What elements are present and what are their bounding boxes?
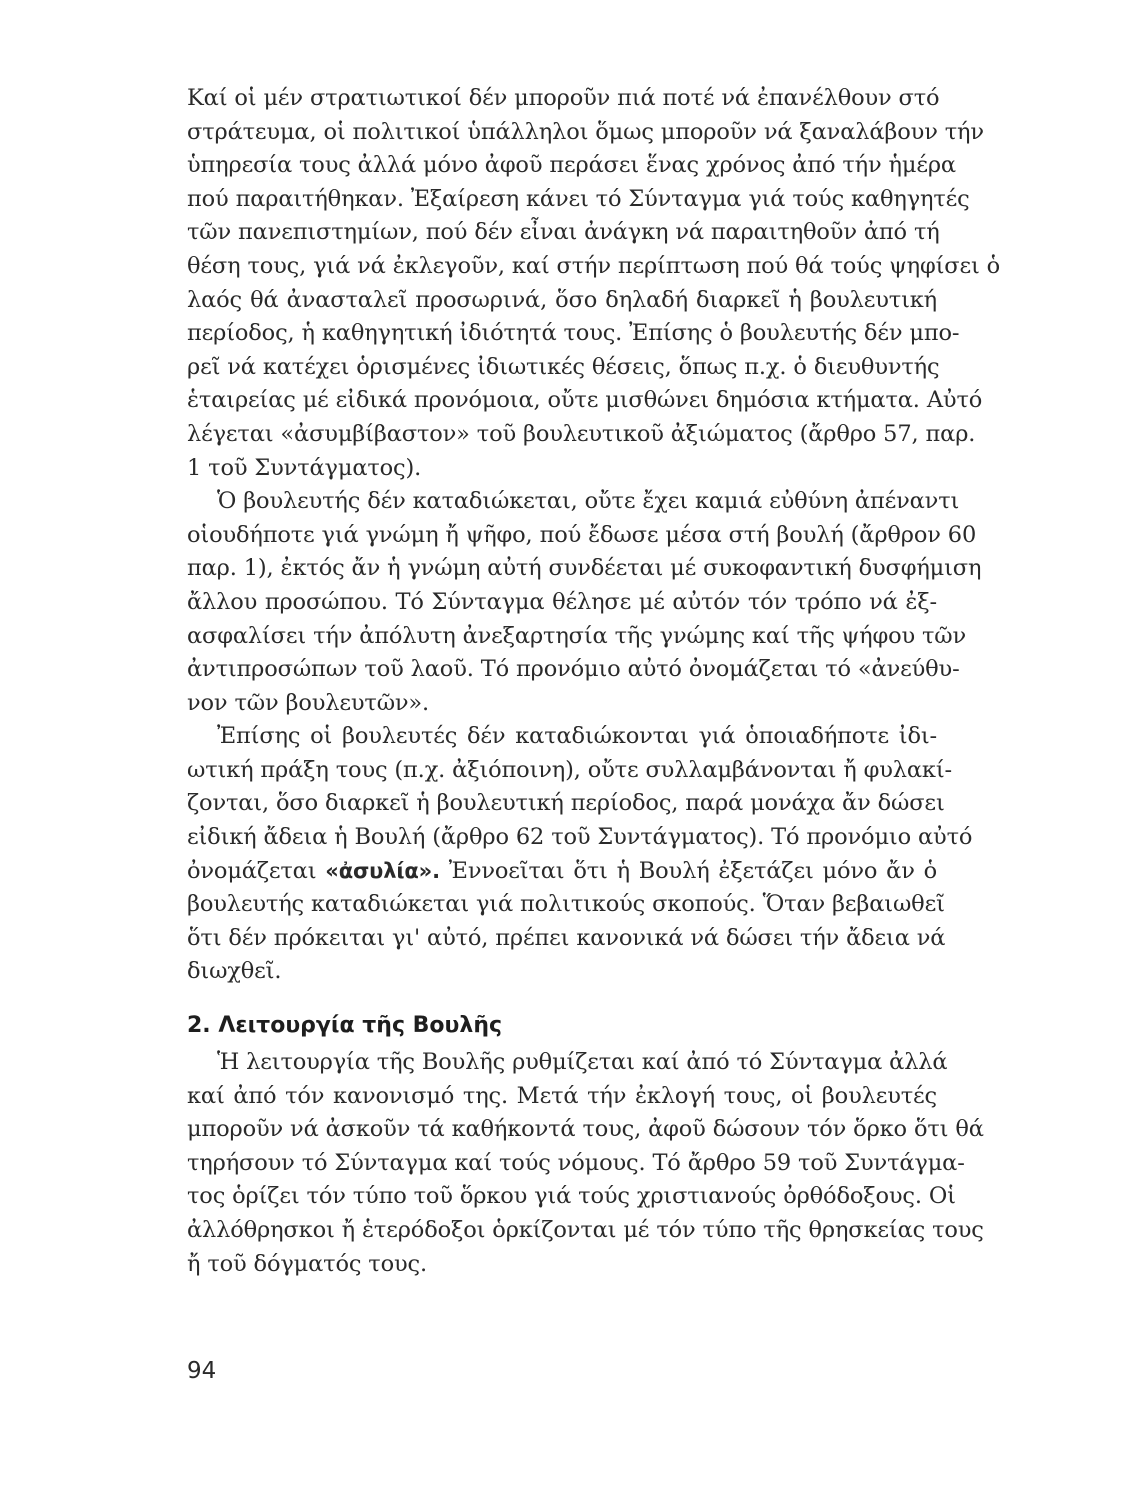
text-line: Καί οἱ μέν στρατιωτικοί δέν μποροῦν πιά ποτέ νά ἐπανέλθουν στό (187, 85, 940, 111)
text-line: ἀλλόθρησκοι ἤ ἑτερόδοξοι ὁρκίζονται μέ τόν τύπο τῆς θρησκείας τους (187, 1217, 984, 1243)
page-number: 94 (187, 1358, 217, 1384)
paragraph-2 (187, 485, 982, 720)
paragraph-3 (187, 720, 973, 989)
section-heading: 2. Λειτουργία τῆς Βουλῆς (187, 1013, 503, 1039)
text-line: ρεῖ νά κατέχει ὁρισμένες ἰδιωτικές θέσεις, ὅπως π.χ. ὁ διευθυντής (187, 353, 940, 380)
text-line: ωτική πράξη τους (π.χ. ἀξιόποινη), οὔτε συλλαμβάνονται ἤ φυλακί- (187, 756, 952, 783)
text-line: ὅτι δέν πρόκειται γι' αὐτό, πρέπει κανονικά νά δώσει τήν ἄδεια νά (187, 924, 946, 951)
text-line: ἑταιρείας μέ εἰδικά προνόμοια, οὔτε μισθώνει δημόσια κτήματα. Αὐτό (187, 387, 983, 414)
text-fragment: Ἐννοεῖται ὅτι ἡ Βουλή ἐξετάζει μόνο ἄν ὁ (439, 857, 937, 884)
text-line: ζονται, ὅσο διαρκεῖ ἡ βουλευτική περίοδος, παρά μονάχα ἄν δώσει (187, 790, 945, 817)
text-line: οἱουδήποτε γιά γνώμη ἤ ψῆφο, πού ἔδωσε μέσα στή βουλή (ἄρθρον 60 (187, 521, 977, 548)
text-line: ἄλλου προσώπου. Τό Σύνταγμα θέλησε μέ αὐτόν τόν τρόπο νά ἐξ- (187, 588, 937, 615)
text-line: θέση τους, γιά νά ἐκλεγοῦν, καί στήν περίπτωση πού θά τούς ψηφίσει ὁ (187, 252, 1001, 279)
text-line: ασφαλίσει τήν ἀπόλυτη ἀνεξαρτησία τῆς γνώμης καί τῆς ψήφου τῶν (187, 622, 967, 649)
bold-term-asylia: «ἀσυλία». (325, 858, 440, 883)
text-line: ἀντιπροσώπων τοῦ λαοῦ. Τό προνόμιο αὐτό ὀνομάζεται τό «ἀνεύθυ- (187, 656, 960, 683)
text-line: Ἡ λειτουργία τῆς Βουλῆς ρυθμίζεται καί ἀπό τό Σύνταγμα ἀλλά (217, 1049, 948, 1076)
text-line: τῶν πανεπιστημίων, πού δέν εἶναι ἀνάγκη νά παραιτηθοῦν ἀπό τή (187, 219, 940, 246)
text-line: διωχθεῖ. (187, 958, 282, 985)
text-line: Ἐπίσης οἱ βουλευτές δέν καταδιώκονται γιά ὁποιαδήποτε ἰδι- (217, 723, 937, 750)
text-line: λέγεται «ἀσυμβίβαστον» τοῦ βουλευτικοῦ ἀξιώματος (ἄρθρο 57, παρ. (187, 420, 976, 447)
text-line: νον τῶν βουλευτῶν». (187, 689, 430, 716)
text-line: λαός θά ἀνασταλεῖ προσωρινά, ὅσο δηλαδή διαρκεῖ ἡ βουλευτική (187, 286, 937, 313)
text-line: ὑπηρεσία τους ἀλλά μόνο ἀφοῦ περάσει ἕνας χρόνος ἀπό τήν ἡμέρα (187, 152, 956, 179)
text-line: περίοδος, ἡ καθηγητική ἰδιότητά τους. Ἐπίσης ὁ βουλευτής δέν μπο- (187, 320, 960, 347)
text-line: ἤ τοῦ δόγματός τους. (187, 1250, 427, 1277)
text-line: παρ. 1), ἐκτός ἄν ἡ γνώμη αὐτή συνδέεται μέ συκοφαντική δυσφήμιση (187, 555, 982, 582)
text-line: βουλευτής καταδιώκεται γιά πολιτικούς σκοπούς. Ὅταν βεβαιωθεῖ (187, 891, 945, 918)
text-line (187, 855, 937, 889)
text-line: καί ἀπό τόν κανονισμό της. Μετά τήν ἐκλογή τους, οἱ βουλευτές (187, 1082, 937, 1109)
paragraph-1 (187, 82, 1001, 485)
text-line: 1 τοῦ Συντάγματος). (187, 454, 422, 481)
text-line: πού παραιτήθηκαν. Ἐξαίρεση κάνει τό Σύνταγμα γιά τούς καθηγητές (187, 185, 970, 212)
text-line: Ὁ βουλευτής δέν καταδιώκεται, οὔτε ἔχει καμιά εὐθύνη ἀπέναντι (217, 488, 960, 515)
text-line: εἰδική ἄδεια ἡ Βουλή (ἄρθρο 62 τοῦ Συντάγματος). Τό προνόμιο αὐτό (187, 824, 973, 851)
text-line: στράτευμα, οἱ πολιτικοί ὑπάλληλοι ὅμως μποροῦν νά ξαναλάβουν τήν (187, 118, 984, 145)
text-fragment: ὀνομάζεται (187, 857, 326, 884)
text-line: τηρήσουν τό Σύνταγμα καί τούς νόμους. Τό ἄρθρο 59 τοῦ Συντάγμα- (187, 1149, 965, 1176)
page-body (187, 82, 1001, 1281)
paragraph-4 (187, 1046, 984, 1281)
text-line: τος ὁρίζει τόν τύπο τοῦ ὅρκου γιά τούς χριστιανούς ὀρθόδοξους. Οἱ (187, 1183, 956, 1210)
text-line: μποροῦν νά ἀσκοῦν τά καθήκοντά τους, ἀφοῦ δώσουν τόν ὅρκο ὅτι θά (187, 1116, 984, 1143)
